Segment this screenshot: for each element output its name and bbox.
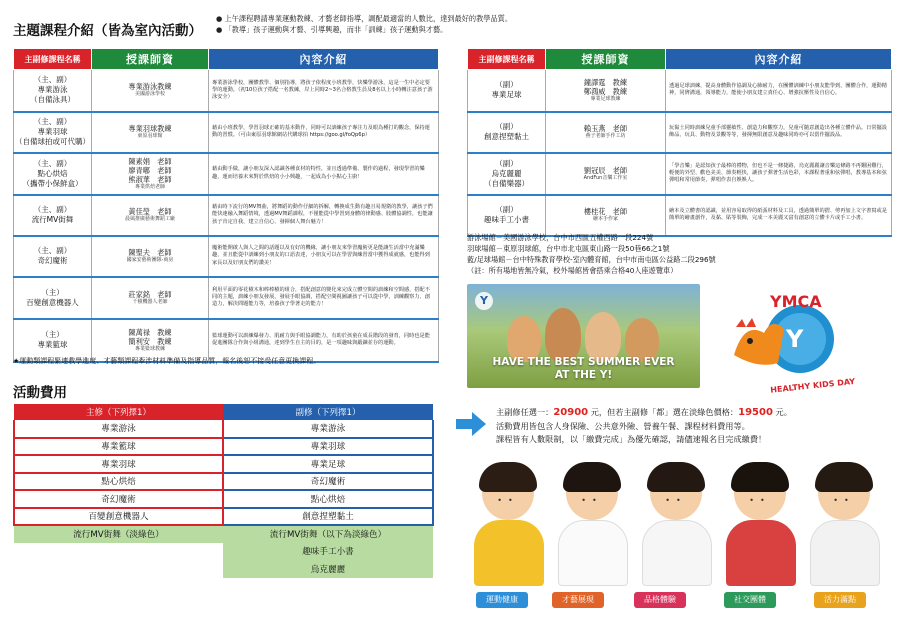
fee-table — [13, 404, 434, 578]
fee-row — [14, 560, 433, 578]
fee-info-include-line: 活動費用皆包含人身保險、公共意外險、營養午餐、課程材料費用等。 — [496, 420, 750, 431]
teacher-name: 黃佳瑩 老師 — [128, 207, 172, 216]
teacher-org: 國家安藝術團隊-商房 — [126, 257, 174, 263]
header-note-1: ● 上午課程聘請專業運動教練、才藝老師指導，調配最適當的人數比，達到最好的教學品質。 — [216, 14, 513, 23]
course-teacher — [92, 70, 209, 112]
fee-row — [14, 543, 433, 561]
course-table-left — [13, 48, 439, 363]
course-row — [468, 70, 892, 112]
banner-text: HAVE THE BEST SUMMER EVER AT THE Y! — [492, 356, 675, 381]
col-course-name: 主副修課程名稱 — [468, 49, 546, 70]
teacher-name: 簡利安 教練 — [128, 336, 172, 346]
course-row — [14, 195, 439, 236]
course-row — [468, 195, 892, 236]
ymca-text: YMCA — [770, 292, 822, 311]
course-description: 藉由小班教學，學習羽球正確的基本動作，同時可以訓練孩子專注力及眼為種打的觀念，保持運動的習慣。（可由東原羽球館網站代購球拍 https://goo.gl/foQp6p） — [209, 112, 439, 153]
col-teacher: 授課師資 — [92, 49, 209, 70]
course-row — [14, 277, 439, 319]
course-teacher — [546, 195, 666, 236]
fee-row — [14, 508, 433, 526]
course-row — [14, 236, 439, 277]
main-course-option — [14, 560, 223, 578]
summer-banner-image — [467, 284, 700, 388]
teacher-name: 陳聖夫 老師 — [128, 248, 172, 257]
col-content: 內容介紹 — [666, 49, 892, 70]
course-description: 專業游泳學校，團體教學、個別指導，將孩子依程度小班教學，快樂學游泳，這是一生中必定要學的運動。（初10位孩子搭配一名教練，岸上同時2~3名合格教生員及8名以上小時轉注意孩子游泳安全） — [209, 70, 439, 112]
course-description: 魔術能開啟人與人之間的話題以及有好的機緣，讓小朋友來學習魔術更是能讓生活當中充滿樂趣，並且能從中訓練到小朋友的口語表達，小朋友可以在學習與練習當中獲得成就感，也能得到家長以及好朋友們的讚美！ — [209, 236, 439, 277]
sub-course-option: 專業游泳 — [223, 420, 433, 438]
fee-row — [14, 490, 433, 508]
course-name: （主） 專業籃球 — [14, 319, 92, 362]
teacher-org: AndFun音樂工作室 — [583, 174, 628, 181]
sub-course-option: 創意捏塑黏土 — [223, 508, 433, 526]
course-teacher — [92, 236, 209, 277]
main-course-option: 奇幻魔術 — [14, 490, 223, 508]
page-title: 主題課程介紹（皆為室內活動） — [13, 23, 202, 39]
sub-course-option: 趣味手工小書 — [223, 543, 433, 561]
col-course-name: 主副修課程名稱 — [14, 49, 92, 70]
sub-course-option: 流行MV街舞（以下為淡綠色） — [223, 525, 433, 543]
fee-row — [14, 455, 433, 473]
teacher-org: 美國游泳學校 — [134, 91, 165, 98]
fee-info — [496, 406, 792, 447]
sub-course-option: 專業足球 — [223, 455, 433, 473]
course-name: （主、副） 奇幻魔術 — [14, 236, 92, 277]
course-name: （主、副） 點心烘焙 （攜帶小保鮮盒） — [14, 153, 92, 195]
course-name: （主） 百變創意機器人 — [14, 277, 92, 319]
course-description: 藉由動手做，讓小朋友深入認識各種食材的特性，並且透過準備、製作的過程，發現學習的樂趣，運而培養未來對於烘焙的小小興趣，一起成為小小點心主廚！ — [209, 153, 439, 195]
course-description: 藉由時下流行的MV舞曲，將舞蹈的動作仔細的拆解，轉換成生動有趣且易規衛的教學，讓孩子們能快速融入舞蹈情境，透過MV舞蹈課程，不僅能從中學習到身體的律動感、肢體協調性，也能讓孩子肯定自我，建立自信心、發揮個人舞台魅力！ — [209, 195, 439, 236]
course-teacher — [92, 277, 209, 319]
teacher-name: 陳萬禄 教練 — [128, 327, 172, 337]
course-row — [14, 70, 439, 112]
main-course-option: 專業羽球 — [14, 455, 223, 473]
teacher-name: 熊淑華 老師 — [128, 174, 172, 184]
header-notes — [216, 13, 512, 35]
sub-course-option: 點心烘焙 — [223, 490, 433, 508]
course-teacher — [546, 70, 666, 112]
kids-photos — [470, 462, 890, 590]
feature-tags — [470, 592, 890, 608]
kid-photo-1: •• — [470, 462, 548, 590]
course-name: （副） 烏克麗麗 （自備樂器） — [468, 153, 546, 195]
venue-note: （註：所有場地皆無冷氣，校外場館皆會搭乘合格40人座遊覽車） — [467, 266, 678, 275]
y-logo: Y — [475, 292, 493, 310]
fee-row — [14, 525, 433, 543]
course-row — [468, 153, 892, 195]
kid-photo-2: •• — [554, 462, 632, 590]
teacher-org: 晨風推廣藝術舞蹈工廠 — [124, 216, 175, 222]
course-teacher — [546, 112, 666, 153]
teacher-org: 東原羽球館 — [137, 133, 163, 139]
course-row — [14, 112, 439, 153]
course-description: 繪本及立體書的認識，並用容易取得的紙張材料及工具，透過簡單的摺、剪再加上文字書寫或是簡單的繪畫創作，及黏、貼等裝飾，完成一本美麗又富有創意的立體卡片或手工小書。 — [666, 195, 892, 236]
course-name: （副） 專業足球 — [468, 70, 546, 112]
venue-list — [467, 232, 716, 276]
teacher-name: 專業游泳教練 — [128, 82, 172, 92]
tag-social-group: 社交團體 — [724, 592, 776, 608]
course-row — [14, 153, 439, 195]
tag-character: 品格體驗 — [634, 592, 686, 608]
course-table-right — [467, 48, 892, 237]
course-teacher — [546, 153, 666, 195]
fee-row — [14, 438, 433, 456]
venue-swim: 游泳場館－美國游泳學校，台中市西區五權西路一段224號 — [467, 233, 654, 242]
course-description: 玩黏土同時訓練兒童手部靈敏性、創造力和觀察力，兒童可隨意創造出各種立體作品。日常擺設飾品、玩具、動物及景觀等等，發揮無限創意及趣味同時亦可以當作擺設品。 — [666, 112, 892, 153]
main-course-option: 專業游泳 — [14, 420, 223, 438]
teacher-name: 廖青嘟 老師 — [128, 165, 172, 175]
course-description: 透過足球訓練，提高身體動作協調及心肺耐力，在團體訓練中小朋友能學到，團體合作，運動精神，同儕溝通，領導能力，能使小朋友建立責任心、增強抗壓性及自信心。 — [666, 70, 892, 112]
venue-ball: 藍/足球場館－台中特殊教育學校-室內體育館，台中市南屯區公益路二段296號 — [467, 255, 716, 264]
teacher-name: 鄭鴻威 教練 — [583, 86, 628, 96]
course-row — [468, 112, 892, 153]
teacher-org: 專業足球教練 — [590, 95, 621, 102]
col-content: 內容介紹 — [209, 49, 439, 70]
ymca-healthy-kids-day-logo — [716, 285, 868, 397]
teacher-name: 專業羽球教練 — [128, 124, 172, 133]
healthy-kids-day-text: HEALTHY KIDS DAY — [769, 376, 856, 395]
main-course-option — [14, 543, 223, 561]
course-teacher — [92, 195, 209, 236]
teacher-org: 繪本手作家 — [592, 216, 618, 222]
sub-course-option: 烏克麗麗 — [223, 560, 433, 578]
fee-info-price-line: 主副修任選一：20900 元，但若主副修「都」選在淡綠色價格：19500 元。 — [496, 407, 792, 418]
course-name: （副） 趣味手工小書 — [468, 195, 546, 236]
teacher-name: 陳素娟 老師 — [128, 156, 172, 166]
fee-row — [14, 420, 433, 438]
tag-sports-health: 運動健康 — [476, 592, 528, 608]
fees-title: 活動費用 — [13, 385, 67, 401]
kid-photo-3: •• — [638, 462, 716, 590]
arrow-right-icon — [456, 412, 486, 436]
teacher-org: 專業烘焙老師 — [134, 183, 165, 190]
price-green: 19500 — [738, 407, 773, 418]
kid-photo-5: •• — [806, 462, 884, 590]
course-name: （主、副） 流行MV街舞 — [14, 195, 92, 236]
course-name: （副） 創意捏塑黏土 — [468, 112, 546, 153]
teacher-name: 莊家銘 老師 — [128, 289, 172, 299]
course-teacher — [92, 112, 209, 153]
sub-course-header: 副修（下列擇1） — [223, 404, 433, 420]
course-change-note: ★運動類課程緊連教學進度、才藝類課程牽涉材料準備及指導品質，報名後恕不接受任意更換課程。 — [13, 357, 321, 365]
teacher-name: 鐘譯霆 教練 — [583, 77, 628, 87]
fee-info-limit-line: 課程皆有人數限制，以「繳費完成」為優先確認，請儘速報名目完成繳費！ — [496, 434, 767, 444]
teacher-org: 專業籃球教練 — [134, 345, 165, 352]
main-course-option: 點心烘焙 — [14, 473, 223, 491]
course-name: （主、副） 專業游泳 （自備泳具） — [14, 70, 92, 112]
venue-badminton: 羽球場館－東原羽球館，台中市北屯區東山路一段50巷66之1號 — [467, 244, 670, 253]
price-standard: 20900 — [553, 407, 589, 418]
main-course-header: 主修（下列擇1） — [14, 404, 223, 420]
teacher-org: 千積機器人老師 — [132, 298, 168, 305]
sub-course-option: 專業羽球 — [223, 438, 433, 456]
course-description: 利用平面的零花積木和棒棒積的組合，搭配創意的變化來完成立體空間的訓練和空間感，搭配不同的主題，訓練小朋友發展，發展手眼協調，搭配空間視圖讓孩子可以從中學，訓練觀察力、創造力，解決問題能力等，培養孩子學著走的能力！ — [209, 277, 439, 319]
course-description: 籃球運動可以訓練爆發力、肌耐力與手眼協調能力，有助於孩童在成長階段的發育，同時也是能促進團隊合作與小組溝通，達到學生自主的目的，是一項趣味與鍛鍊並存的運動。 — [209, 319, 439, 362]
header-note-2: ● 「教導」孩子運動與才藝、引導興趣，而非「訓練」孩子運動與才藝。 — [216, 25, 448, 34]
course-name: （主、副） 專業羽球 （自備球拍或可代購） — [14, 112, 92, 153]
main-course-option: 流行MV街舞（淡綠色） — [14, 525, 223, 543]
main-course-option: 專業籃球 — [14, 438, 223, 456]
tag-talent-show: 才藝展現 — [552, 592, 604, 608]
fee-row — [14, 473, 433, 491]
tag-energy: 活力滿點 — [814, 592, 866, 608]
teacher-name: 樓桂花 老師 — [583, 207, 628, 216]
svg-text:Y: Y — [786, 325, 804, 353]
main-course-option: 百變創意機器人 — [14, 508, 223, 526]
teacher-name: 賴玉燕 老師 — [583, 124, 628, 133]
teacher-org: 燕子老師手作工坊 — [585, 133, 626, 139]
sub-course-option: 奇幻魔術 — [223, 473, 433, 491]
course-description: 「學音樂」是認知孩子最棒的禮物，但也不是一條捷路，烏克麗麗讓音樂這條路不再艱困難行，輕便的外型、歡色美美、節奏輕快，讓孩子彈著生活色彩，本課程著重和弦彈唱，教導基本和弦彈唱和常用節奏，彈唱作表自娛娛人。 — [666, 153, 892, 195]
course-teacher — [92, 153, 209, 195]
col-teacher: 授課師資 — [546, 49, 666, 70]
teacher-name: 劉冠辰 老師 — [583, 165, 628, 175]
kid-photo-4: •• — [722, 462, 800, 590]
